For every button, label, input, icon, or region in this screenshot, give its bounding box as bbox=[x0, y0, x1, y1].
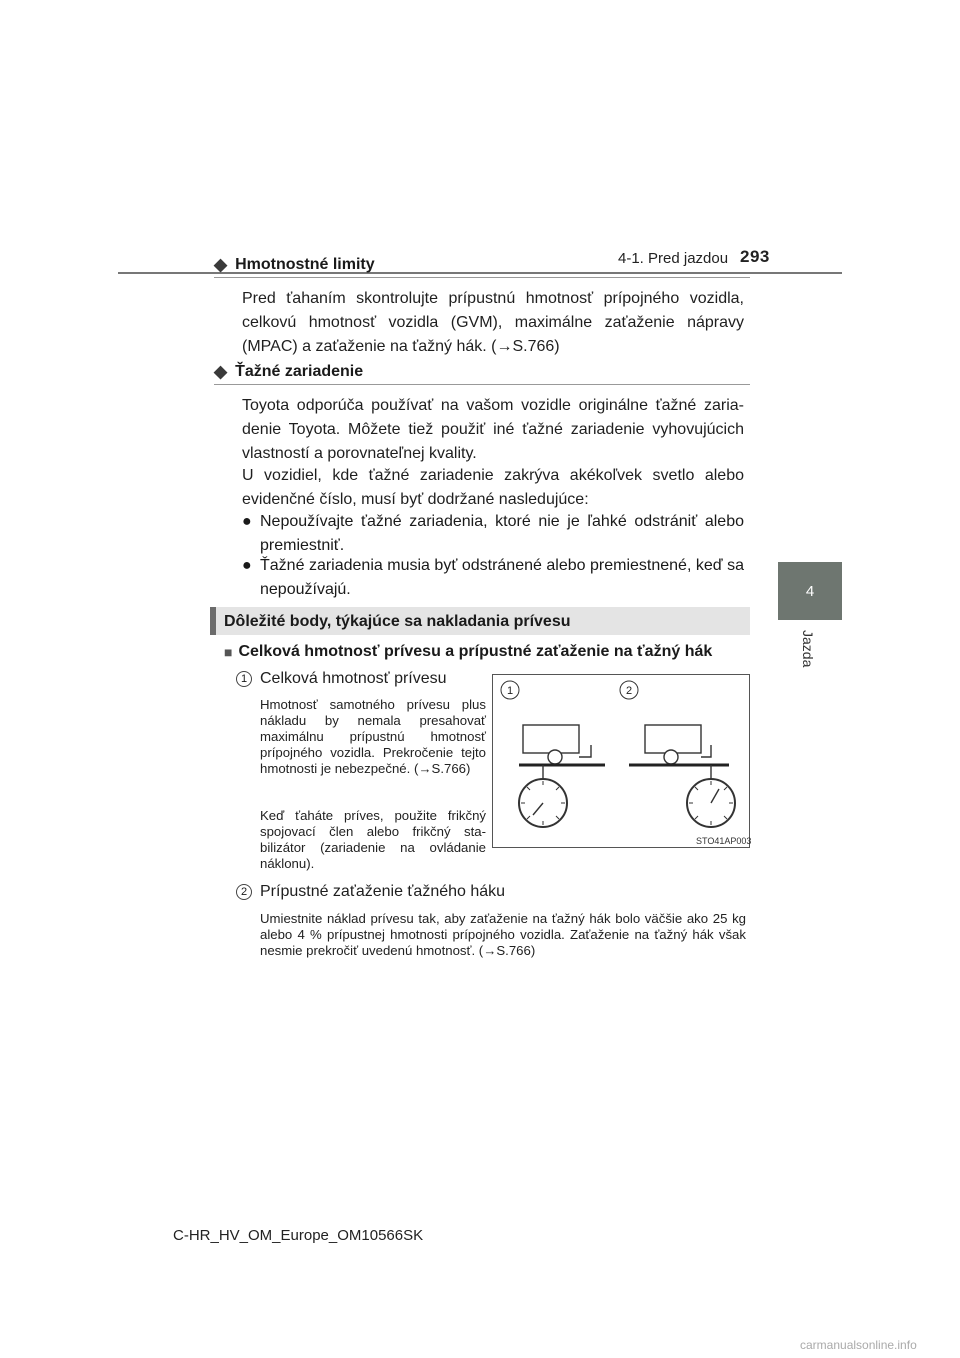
watermark: carmanualsonline.info bbox=[800, 1338, 917, 1352]
weight-limits-heading bbox=[214, 255, 375, 275]
towing-device-heading bbox=[214, 362, 363, 382]
diamond-icon: ◆ bbox=[214, 362, 228, 381]
figure-code: STO41AP003 bbox=[696, 836, 752, 846]
item-2-title: Prípustné zaťaženie ťažného háku bbox=[260, 883, 506, 900]
important-section-title: Dôležité body, týkajúce sa nakladania prívesu bbox=[224, 613, 571, 630]
towing-device-rule bbox=[214, 384, 750, 385]
figure-label-1: 1 bbox=[506, 685, 514, 697]
towing-device-text1: Toyota odporúča používať na vašom vozidle originálne ťažné zaria-denie Toyota. Môžete tiež použiť iné ťažné zariadenie vyhovujúcich vlastností a porovnateľnej kvality. bbox=[242, 397, 744, 462]
weight-limits-title: Hmotnostné limity bbox=[235, 256, 375, 273]
towing-scale-illustration bbox=[493, 675, 752, 847]
weight-limits-rule bbox=[214, 277, 750, 278]
item-number-2: 2 bbox=[236, 884, 252, 900]
towing-figure bbox=[492, 674, 750, 848]
trailer-weight-subhead bbox=[224, 643, 712, 661]
chapter-tab: 4 bbox=[778, 562, 842, 620]
square-bullet-icon: ■ bbox=[224, 644, 233, 660]
weight-limits-text: Pred ťahaním skontrolujte prípustnú hmotnosť prípojného vozidla, celkovú hmotnosť vozidla (GVM), maximálne zaťaženie nápravy (MPAC) a zaťaženie na ťažný hák. (→S.766) bbox=[242, 290, 744, 355]
towing-device-text2: U vozidiel, kde ťažné zariadenie zakrýva akékoľvek svetlo alebo evidenčné číslo, musí byť dodržané nasledujúce: bbox=[242, 467, 744, 508]
trailer-weight-subhead-text: Celková hmotnosť prívesu a prípustné zaťaženie na ťažný hák bbox=[238, 643, 713, 660]
chapter-label: Jazda bbox=[800, 630, 816, 668]
figure-label-2: 2 bbox=[625, 685, 633, 697]
header-section: 4-1. Pred jazdou bbox=[618, 250, 729, 267]
bullet-text: Ťažné zariadenia musia byť odstránené alebo premiestnené, keď sa nepoužívajú. bbox=[260, 557, 744, 598]
item-1-paragraph-1: Hmotnosť samotného prívesu plus nákladu by nemala presahovať maximálnu prípustnú hmotnosť prípojného vozidla. Prekročenie tejto hmotnosti je nebezpečné. (→S.766) bbox=[260, 697, 486, 776]
diamond-icon: ◆ bbox=[214, 255, 228, 274]
item-2-paragraph-1: Umiestnite náklad prívesu tak, aby zaťaženie na ťažný hák bolo väčšie ako 25 kg alebo 4 % prípustnej hmotnosti prípojného vozidla. Zaťaženie na ťažný hák však nesmie prekročiť uvedenú hmotnosť. (→S.766) bbox=[260, 911, 746, 958]
bullet-text: Nepoužívajte ťažné zariadenia, ktoré nie je ľahké odstrániť alebo premiestniť. bbox=[260, 513, 744, 554]
bullet-item bbox=[242, 554, 744, 602]
footer-doc-code: C-HR_HV_OM_Europe_OM10566SK bbox=[173, 1227, 424, 1244]
towing-device-title: Ťažné zariadenie bbox=[235, 363, 364, 380]
page-number: 293 bbox=[740, 247, 770, 266]
item-1-title: Celková hmotnosť prívesu bbox=[260, 670, 447, 687]
bullet-item bbox=[242, 510, 744, 558]
item-number-1: 1 bbox=[236, 671, 252, 687]
bullet-dot-icon: ● bbox=[242, 513, 252, 530]
bullet-dot-icon: ● bbox=[242, 557, 252, 574]
item-1-paragraph-2: Keď ťaháte príves, použite frikčný spojovací člen alebo frikčný sta-bilizátor (zariadenie na ovládanie náklonu). bbox=[260, 808, 486, 871]
